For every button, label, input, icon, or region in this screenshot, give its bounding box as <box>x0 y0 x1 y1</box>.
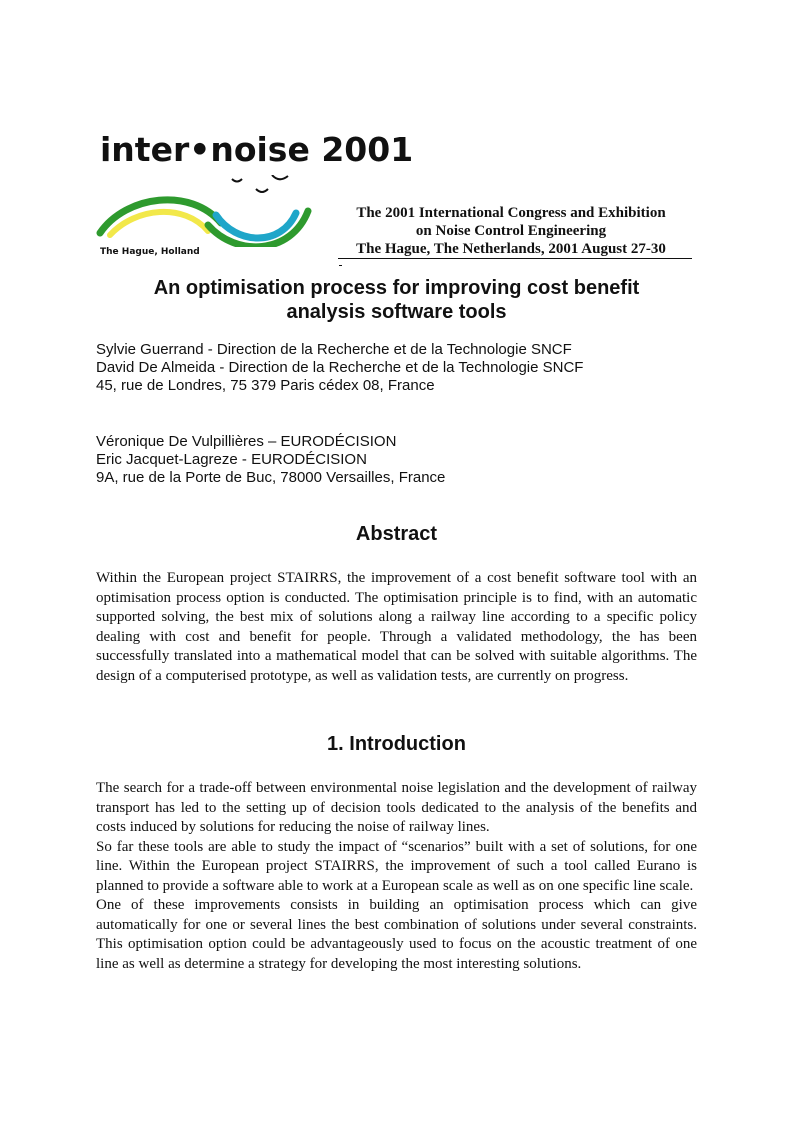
author-line: Véronique De Vulpillières – EURODÉCISION <box>96 433 397 450</box>
intro-paragraph: The search for a trade-off between environmental noise legislation and the development of railway transport has led to the setting up of decision tools dedicated to the analysis of the benefits and costs induced by solutions for reducing the noise of railway lines. <box>96 780 697 835</box>
conference-line: on Noise Control Engineering <box>415 223 607 239</box>
conference-info <box>340 204 682 258</box>
introduction-body <box>96 779 697 974</box>
blue-wave <box>216 213 296 238</box>
author-address: 9A, rue de la Porte de Buc, 78000 Versailles, France <box>96 469 446 486</box>
author-line: Sylvie Guerrand - Direction de la Recherche et de la Technologie SNCF <box>96 341 572 358</box>
header-rule-mark <box>339 265 342 266</box>
smile-mark <box>272 175 288 179</box>
conference-line: The Hague, The Netherlands, 2001 August 27-30 <box>356 241 666 257</box>
author-line: Eric Jacquet-Lagreze - EURODÉCISION <box>96 451 367 468</box>
author-line: David De Almeida - Direction de la Recherche et de la Technologie SNCF <box>96 359 584 376</box>
title-line: analysis software tools <box>286 301 507 323</box>
intro-paragraph: So far these tools are able to study the impact of “scenarios” built with a set of solutions, for one line. Within the European project STAIRRS, the improvement of such a tool called Eurano is planned to provide a software able to work at a European scale as well as on one specific line scale. <box>96 838 697 894</box>
authors-group-eurodecision <box>96 433 445 487</box>
title-line: An optimisation process for improving cost benefit <box>153 277 640 299</box>
logo-title: inter•noise 2001 <box>100 130 414 169</box>
header-rule <box>338 258 692 259</box>
author-address: 45, rue de Londres, 75 379 Paris cédex 08, France <box>96 377 435 394</box>
abstract-paragraph: Within the European project STAIRRS, the improvement of a cost benefit software tool with an optimisation process option is conducted. The optimisation principle is to find, with an automatic supported solving, the best mix of solutions along a railway line according to a specific policy dealing with cost and benefit for people. Through a validated methodology, the has been successfully translated into a mathematical model that can be solved with suitable algorithms. The design of a computerised prototype, as well as validation tests, are currently on progress. <box>96 570 697 684</box>
abstract-heading: Abstract <box>355 523 438 545</box>
paper-title <box>96 276 697 324</box>
yellow-wave <box>110 212 208 235</box>
logo-waves-graphic <box>96 175 326 247</box>
intro-paragraph: One of these improvements consists in building an optimisation process which can give automatically for one or several lines the best combination of solutions under several constraints. This optimisation option could be advantageously used to focus on the acoustic treatment of one line as well as determine a strategy for developing the most interesting solutions. <box>96 897 697 972</box>
abstract-body <box>96 569 697 686</box>
smile-mark <box>232 179 242 182</box>
logo-place: The Hague, Holland <box>100 247 200 257</box>
conference-line: The 2001 International Congress and Exhibition <box>356 205 666 221</box>
introduction-heading: 1. Introduction <box>327 733 466 755</box>
authors-group-sncf <box>96 341 583 395</box>
conference-logo <box>96 130 414 260</box>
smile-mark <box>256 189 268 192</box>
